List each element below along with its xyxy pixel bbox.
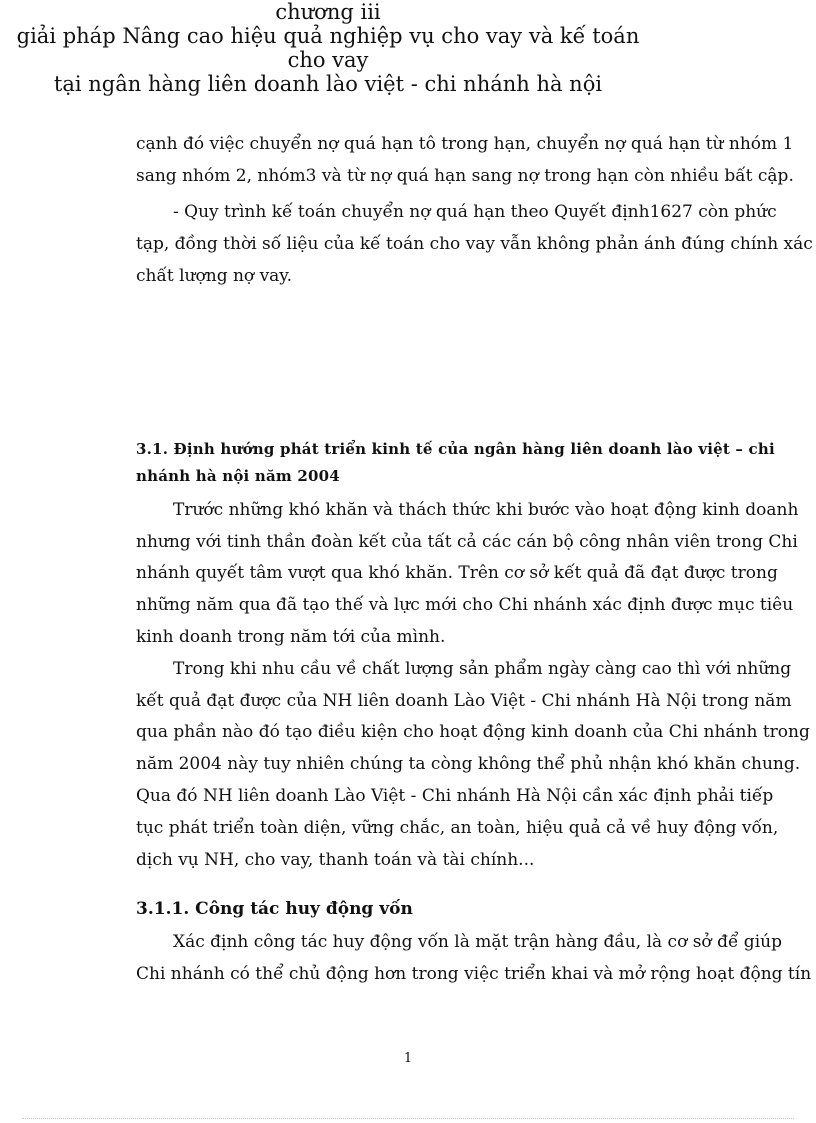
- page-bottom-divider: [22, 1118, 794, 1119]
- page-number: 1: [403, 1051, 413, 1066]
- body-text-line: tạp, đồng thời số liệu của kế toán cho vay vẫn không phản ánh đúng chính xác: [136, 234, 813, 254]
- subsection-heading: 3.1.1. Công tác huy động vốn: [136, 899, 413, 919]
- body-text-line: - Quy trình kế toán chuyển nợ quá hạn theo Quyết định1627 còn phức: [173, 202, 777, 222]
- body-text-line: kết quả đạt được của NH liên doanh Lào Việt - Chi nhánh Hà Nội trong năm: [136, 691, 792, 711]
- body-text-line: nhánh quyết tâm vượt qua khó khăn. Trên cơ sở kết quả đã đạt được trong: [136, 563, 778, 583]
- body-text-line: dịch vụ NH, cho vay, thanh toán và tài chính...: [136, 850, 535, 870]
- chapter-title-line: giải pháp Nâng cao hiệu quả nghiệp vụ cho vay và kế toán cho vay: [16, 24, 640, 72]
- body-text-line: tục phát triển toàn diện, vững chắc, an toàn, hiệu quả cả về huy động vốn,: [136, 818, 779, 838]
- body-text-line: sang nhóm 2, nhóm3 và từ nợ quá hạn sang nợ trong hạn còn nhiều bất cập.: [136, 166, 794, 186]
- body-text-line: Trước những khó khăn và thách thức khi bước vào hoạt động kinh doanh: [173, 500, 799, 520]
- body-text-line: Qua đó NH liên doanh Lào Việt - Chi nhánh Hà Nội cần xác định phải tiếp: [136, 786, 774, 806]
- body-text-line: chất lượng nợ vay.: [136, 266, 293, 286]
- section-heading: nhánh hà nội năm 2004: [136, 467, 340, 485]
- body-text-line: kinh doanh trong năm tới của mình.: [136, 627, 446, 647]
- body-text-line: nhưng với tinh thần đoàn kết của tất cả các cán bộ công nhân viên trong Chi: [136, 532, 798, 552]
- body-text-line: Chi nhánh có thể chủ động hơn trong việc triển khai và mở rộng hoạt động tín: [136, 964, 812, 984]
- body-text-line: qua phần nào đó tạo điều kiện cho hoạt động kinh doanh của Chi nhánh trong: [136, 722, 810, 742]
- chapter-number: chương iii: [275, 0, 381, 24]
- body-text-line: Xác định công tác huy động vốn là mặt trận hàng đầu, là cơ sở để giúp: [173, 932, 782, 952]
- body-text-line: Trong khi nhu cầu về chất lượng sản phẩm ngày càng cao thì với những: [173, 659, 792, 679]
- body-text-line: năm 2004 này tuy nhiên chúng ta còng không thể phủ nhận khó khăn chung.: [136, 754, 801, 774]
- body-text-line: những năm qua đã tạo thế và lực mới cho Chi nhánh xác định được mục tiêu: [136, 595, 794, 615]
- body-text-line: cạnh đó việc chuyển nợ quá hạn tô trong hạn, chuyển nợ quá hạn từ nhóm 1: [136, 134, 794, 154]
- chapter-title-line: tại ngân hàng liên doanh lào việt - chi nhánh hà nội: [53, 72, 603, 96]
- section-heading: 3.1. Định hướng phát triển kinh tế của ngân hàng liên doanh lào việt – chi: [136, 440, 775, 458]
